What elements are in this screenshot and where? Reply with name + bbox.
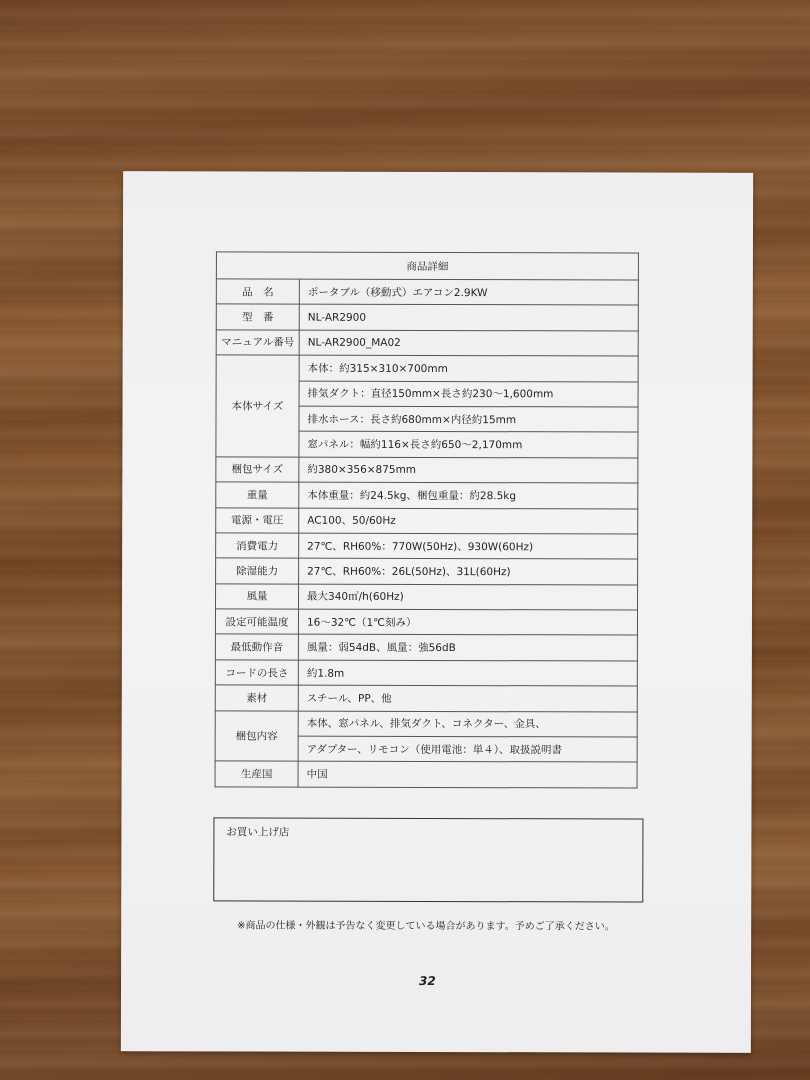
row-label: 素材 (215, 685, 298, 711)
row-value: スチール、PP、他 (298, 685, 637, 711)
row-label: 本体サイズ (216, 355, 299, 457)
table-body (215, 279, 638, 788)
row-value: 排気ダクト：直径150mm×長さ約230～1,600mm (299, 381, 638, 407)
row-label: コードの長さ (215, 660, 298, 686)
table-row (216, 279, 638, 305)
row-value: アダプター、リモコン（使用電池：単４）、取扱説明書 (298, 736, 637, 762)
table-row (215, 609, 637, 635)
table-row (216, 355, 638, 381)
row-value: AC100、50/60Hz (299, 508, 638, 534)
table-row (215, 761, 637, 787)
row-value: 本体、窓パネル、排気ダクト、コネクター、金具、 (298, 711, 637, 737)
row-label: 生産国 (215, 761, 298, 787)
table-row (216, 558, 638, 584)
table-row (216, 304, 638, 330)
row-value: NL-AR2900_MA02 (299, 330, 638, 356)
purchase-store-box (213, 817, 643, 902)
table-row (216, 457, 638, 483)
table-row (215, 634, 637, 660)
row-value: 27℃、RH60%：770W(50Hz)、930W(60Hz) (299, 533, 638, 559)
page-number: 32 (419, 973, 436, 988)
table-row (216, 533, 638, 559)
row-value: 本体：約315×310×700mm (299, 355, 638, 381)
row-label: 最低動作音 (215, 634, 298, 660)
table-title: 商品詳細 (216, 252, 638, 280)
row-value: 風量：弱54dB、風量：強56dB (298, 635, 637, 661)
purchase-store-label: お買い上げ店 (226, 826, 290, 839)
row-value: 約1.8m (298, 660, 637, 686)
manual-page (121, 171, 753, 1053)
row-label: 風量 (216, 584, 299, 610)
row-value: 排水ホース：長さ約680mm×内径約15mm (299, 406, 638, 432)
product-details-table (215, 251, 639, 788)
row-value: 本体重量：約24.5kg、梱包重量：約28.5kg (299, 482, 638, 508)
row-value: 窓パネル：幅約116×長さ約650～2,170mm (299, 431, 638, 457)
row-label: 梱包サイズ (216, 457, 299, 483)
row-value: 最大340㎥/h(60Hz) (299, 584, 638, 610)
row-label: 重量 (216, 482, 299, 508)
row-label: 除湿能力 (216, 558, 299, 584)
row-value: NL-AR2900 (299, 305, 638, 331)
table-row (216, 482, 638, 508)
disclaimer-note: ※商品の仕様・外観は予告なく変更している場合があります。予めご了承ください。 (237, 920, 615, 933)
table-row (215, 711, 637, 737)
table-row (216, 330, 638, 356)
table-row (215, 660, 637, 686)
row-value: 27℃、RH60%：26L(50Hz)、31L(60Hz) (299, 558, 638, 584)
row-label: 品 名 (216, 279, 299, 305)
row-label: 設定可能温度 (215, 609, 298, 635)
table-row (215, 685, 637, 711)
row-label: 電源・電圧 (216, 507, 299, 533)
row-value: ポータブル（移動式）エアコン2.9KW (299, 279, 638, 305)
row-label: 型 番 (216, 304, 299, 330)
row-label: 梱包内容 (215, 711, 298, 762)
row-value: 約380×356×875mm (299, 457, 638, 483)
row-label: マニュアル番号 (216, 330, 299, 356)
row-value: 16～32℃（1℃刻み） (298, 609, 637, 635)
row-value: 中国 (298, 762, 637, 788)
table-header-row (216, 252, 638, 280)
table-row (216, 507, 638, 533)
table-row (216, 584, 638, 610)
row-label: 消費電力 (216, 533, 299, 559)
